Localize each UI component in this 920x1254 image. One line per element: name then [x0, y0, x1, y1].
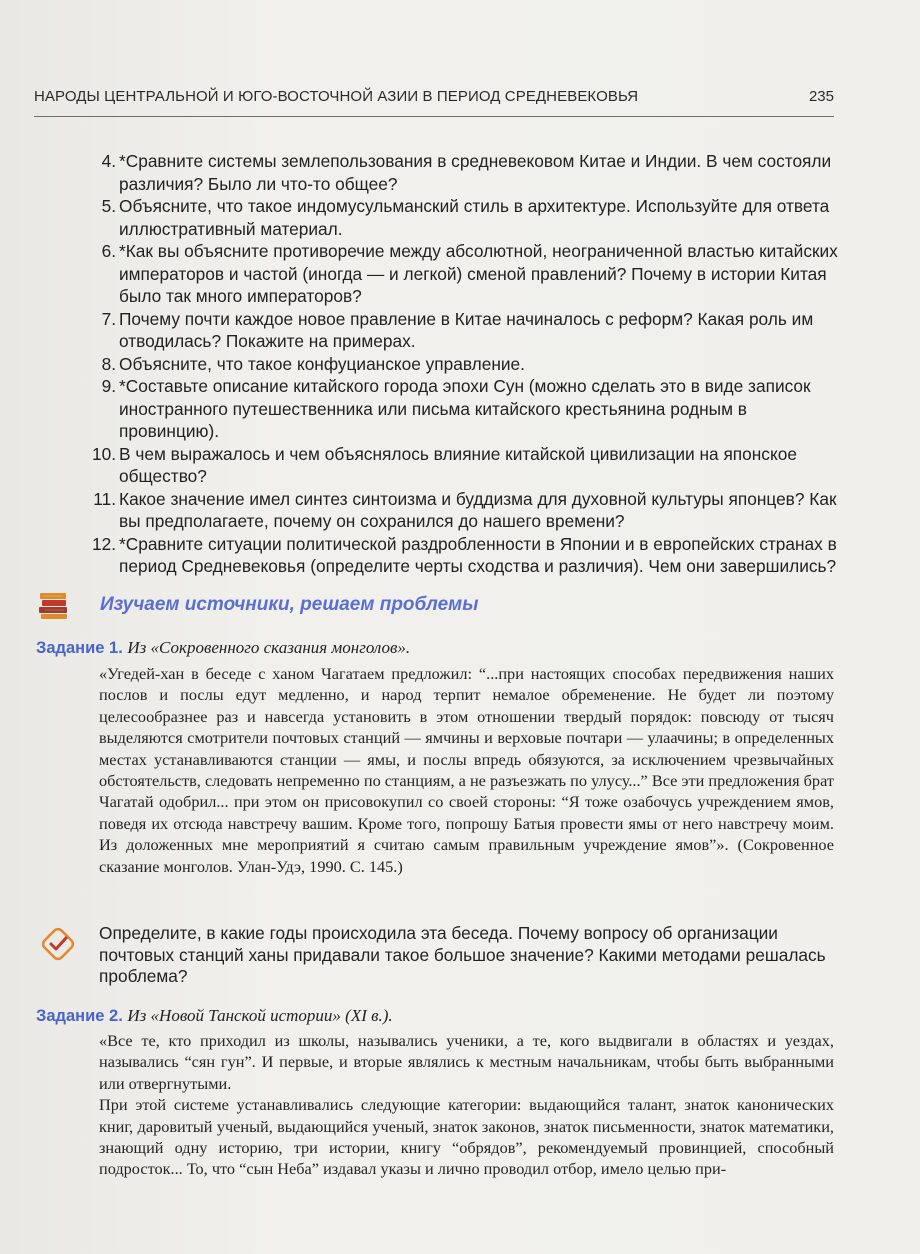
question-text: Объясните, что такое конфуцианское управление. [119, 353, 525, 374]
question-number: 7. [101, 308, 116, 329]
question-item [86, 375, 842, 443]
task-1-heading [36, 638, 410, 658]
question-text: *Сравните ситуации политической раздробленности в Японии и в европейских странах в период Средневековья (определите черты сходства и различия). Чем они завершились? [119, 533, 837, 576]
question-number: 6. [101, 241, 116, 261]
question-text: Какое значение имел синтез синтоизма и буддизма для духовной культуры японцев? Как вы предполагаете, почему он сохранился до нашего времени? [119, 488, 837, 531]
task-2-paragraph-2: При этой системе устанавливались следующие категории: выдающийся талант, знаток канонических книг, даровитый ученый, выдающийся ученый, знаток законов, знаток письменности, знаток математики, знающий одну историю, три истории, книгу “обрядов”, рекомендуемый провинцией, способный подросток... То, что “сын Неба” издавал указы и лично проводил отбор, имело целью при- [99, 1095, 834, 1179]
task-2-quote [99, 1030, 834, 1180]
header-rule [34, 116, 834, 117]
question-text: Объясните, что такое индомусульманский стиль в архитектуре. Используйте для ответа иллюстративный материал. [119, 196, 830, 239]
question-text: *Сравните системы землепользования в средневековом Китае и Индии. В чем состояли различия? Было ли что-то общее? [119, 151, 832, 194]
question-number: 8. [101, 353, 116, 374]
question-number: 11. [93, 488, 116, 509]
task-1-source: Из «Сокровенного сказания монголов». [127, 638, 411, 657]
question-text: *Составьте описание китайского города эпохи Сун (можно сделать это в виде записок иностранного путешественника или письма китайского крестьянина родным в провинцию). [119, 376, 811, 441]
question-number: 10. [91, 443, 116, 464]
task-2-tag: Задание 2. [36, 1007, 123, 1025]
question-item [86, 533, 842, 578]
section-title: Изучаем источники, решаем проблемы [100, 594, 479, 615]
task-2-paragraph-1: «Все те, кто приходил из школы, назывались ученики, а те, кого выдвигали в областях и уездах, назывались “сян гун”. И первые, и вторые являлись к местным начальникам, чтобы быть выбранными или отвергнутыми. [99, 1031, 834, 1093]
question-text: *Как вы объясните противоречие между абсолютной, неограниченной властью китайских императоров и частой (иногда — и легкой) сменой правлений? Почему в истории Китая было так много императоров? [119, 241, 838, 306]
task-2-source: Из «Новой Танской истории» (XI в.). [127, 1006, 393, 1025]
question-text: В чем выражалось и чем объяснялось влияние китайской цивилизации на японское общество? [119, 443, 797, 486]
task-1-question: Определите, в какие годы происходила эта беседа. Почему вопросу об организации почтовых станций ханы придавали такое большое значение? Какими методами решалась проблема? [99, 923, 826, 987]
question-item [86, 443, 842, 488]
question-item [86, 308, 842, 353]
question-item [86, 353, 842, 376]
task-2-heading [36, 1006, 393, 1026]
question-number: 12. [91, 533, 116, 554]
running-title: НАРОДЫ ЦЕНТРАЛЬНОЙ И ЮГО-ВОСТОЧНОЙ АЗИИ В ПЕРИОД СРЕДНЕВЕКОВЬЯ [34, 88, 639, 105]
question-item [86, 240, 842, 308]
question-item [86, 150, 842, 195]
check-icon [40, 926, 76, 962]
books-icon [38, 590, 70, 620]
question-number: 9. [101, 376, 116, 396]
questions-list [86, 150, 842, 578]
question-number: 4. [101, 151, 116, 171]
question-item [86, 195, 842, 240]
question-item [86, 488, 842, 533]
page-number: 235 [808, 88, 834, 105]
task-1-tag: Задание 1. [36, 639, 123, 657]
question-text: Почему почти каждое новое правление в Китае начиналось с реформ? Какая роль им отводилась? Покажите на примерах. [119, 308, 814, 351]
task-1-quote: «Угедей-хан в беседе с ханом Чагатаем предложил: “...при настоящих способах передвижения наших послов и послы едут медленно, и народ терпит немалое обременение. Не будет ли поэтому целесообразнее раз и навсегда установить в этом отношении твердый порядок: повсюду от тысяч выделяются смотрители почтовых станций — ямчины и верховые почтари — улаачины; в определенных местах устанавливаются станции — ямы, и послы впредь обязуются, за исключением чрезвычайных обстоятельств, следовать непременно по станциям, а не разъезжать по улусу...” Все эти предложения брат Чагатай одобрил... при этом он присовокупил со своей стороны: “Я тоже озабочусь учреждением ямов, поведя их отсюда навстречу вашим. Кроме того, попрошу Батыя провести ямы от него навстречу моим. Из доложенных мне мероприятий я считаю самым правильным учреждение ямов”». (Сокровенное сказание монголов. Улан-Удэ, 1990. С. 145.) [99, 664, 834, 876]
question-number: 5. [101, 196, 116, 216]
